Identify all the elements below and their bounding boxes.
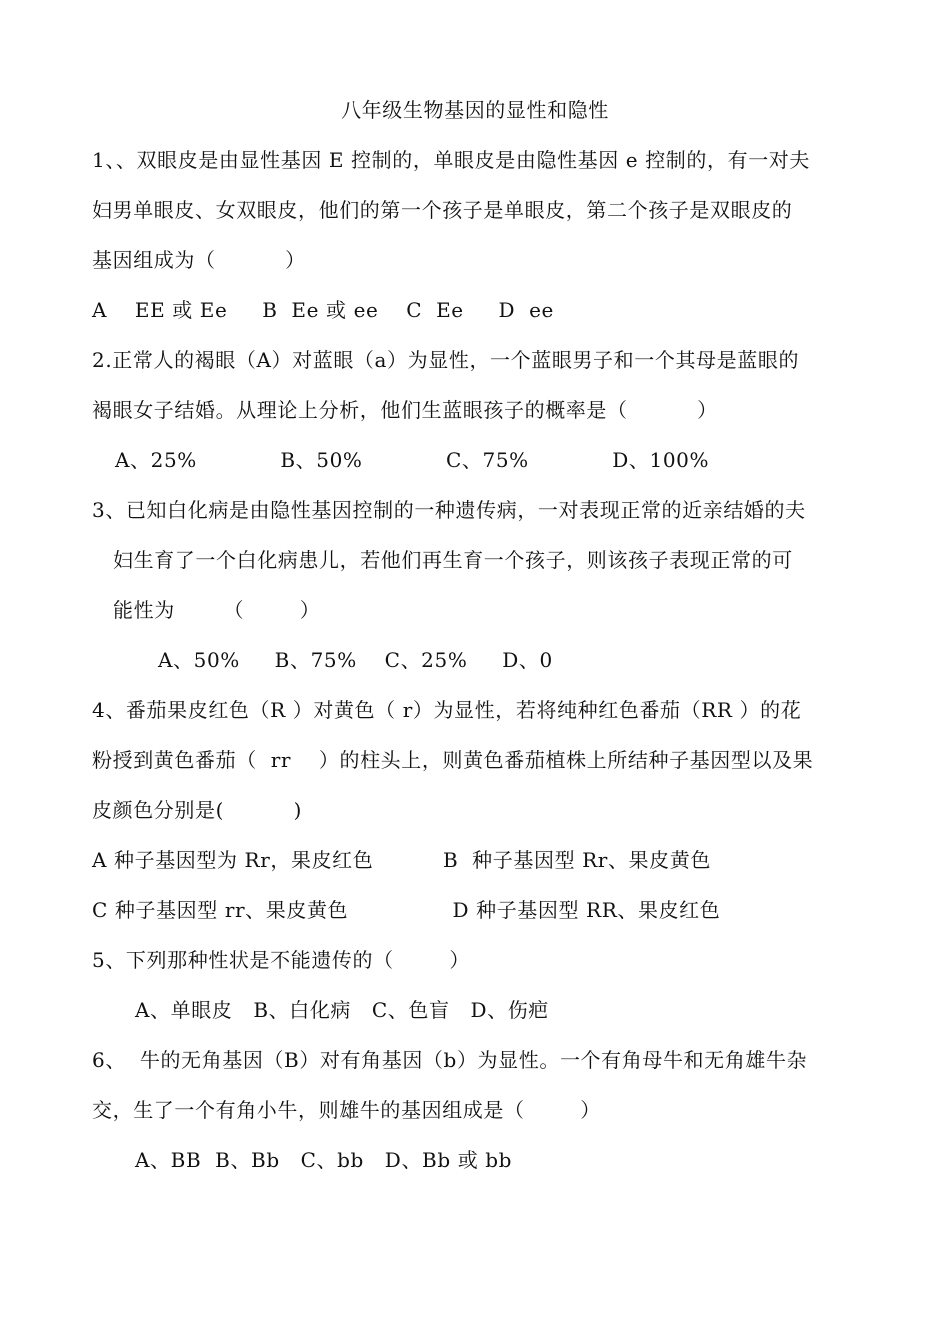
q2-options: A、25% B、50% C、75% D、100%	[115, 448, 710, 472]
q4-options-ab: A 种子基因型为 Rr，果皮红色 B 种子基因型 Rr、果皮黄色	[92, 848, 711, 872]
q6-line-1: 6、 牛的无角基因（B）对有角基因（b）为显性。一个有角母牛和无角雄牛杂	[92, 1048, 808, 1072]
q4-line-1: 4、番茄果皮红色（R ）对黄色（ r）为显性，若将纯种红色番茄（RR ）的花	[92, 698, 802, 722]
q3-line-2: 妇生育了一个白化病患儿，若他们再生育一个孩子，则该孩子表现正常的可	[113, 548, 793, 572]
q6-options: A、BB B、Bb C、bb D、Bb 或 bb	[135, 1148, 513, 1172]
q5-line-1: 5、下列那种性状是不能遗传的（ ）	[92, 948, 470, 972]
q2-line-1: 2.正常人的褐眼（A）对蓝眼（a）为显性，一个蓝眼男子和一个其母是蓝眼的	[92, 348, 800, 372]
q5-options: A、单眼皮 B、白化病 C、色盲 D、伤疤	[135, 998, 549, 1022]
q1-line-2: 妇男单眼皮、女双眼皮，他们的第一个孩子是单眼皮，第二个孩子是双眼皮的	[92, 198, 793, 222]
q3-line-1: 3、已知白化病是由隐性基因控制的一种遗传病，一对表现正常的近亲结婚的夫	[92, 498, 806, 522]
q4-line-2: 粉授到黄色番茄（ rr ）的柱头上，则黄色番茄植株上所结种子基因型以及果	[92, 748, 814, 772]
q1-options: A EE 或 Ee B Ee 或 ee C Ee D ee	[92, 298, 554, 322]
q6-line-2: 交，生了一个有角小牛，则雄牛的基因组成是（ ）	[92, 1098, 601, 1122]
q3-options: A、50% B、75% C、25% D、0	[158, 648, 553, 672]
q3-line-3: 能性为 （ ）	[113, 598, 321, 622]
q1-line-1: 1、、双眼皮是由显性基因 E 控制的，单眼皮是由隐性基因 e 控制的，有一对夫	[92, 148, 810, 172]
q4-options-cd: C 种子基因型 rr、果皮黄色 D 种子基因型 RR、果皮红色	[92, 898, 721, 922]
q2-line-2: 褐眼女子结婚。从理论上分析，他们生蓝眼孩子的概率是（ ）	[92, 398, 718, 422]
q4-line-3: 皮颜色分别是( )	[92, 798, 302, 822]
q1-line-3: 基因组成为（ ）	[92, 248, 306, 272]
document-title: 八年级生物基因的显性和隐性	[341, 98, 609, 122]
